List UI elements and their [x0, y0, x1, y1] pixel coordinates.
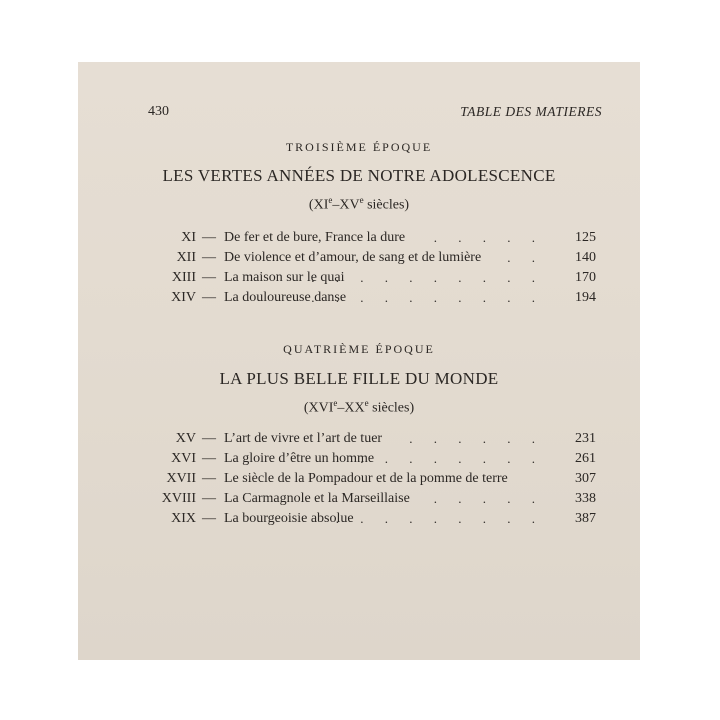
chapter-page: 140 — [575, 250, 596, 265]
leader-dots: . . . . . — [433, 491, 544, 506]
chapter-page: 231 — [575, 431, 596, 446]
chapter-title: La bourgeoisie absolue — [224, 511, 354, 526]
chapter-numeral: XVI — [171, 451, 196, 466]
chapter-numeral: XVIII — [161, 491, 196, 506]
toc-entry[interactable] — [78, 469, 640, 489]
part-label: QUATRIÈME ÉPOQUE — [283, 342, 435, 356]
chapter-page: 194 — [575, 290, 596, 305]
chapter-title: La gloire d’être un homme — [224, 451, 375, 466]
chapter-page: 125 — [575, 230, 596, 245]
toc-entry[interactable] — [78, 509, 640, 529]
chapter-numeral: XIX — [171, 511, 196, 526]
leader-dots: . . — [507, 250, 544, 265]
page-header — [78, 104, 640, 122]
page-number: 430 — [148, 104, 169, 119]
entry-dash: — — [202, 511, 216, 526]
running-title: TABLE DES MATIERES — [460, 104, 602, 119]
entry-dash: — — [202, 491, 216, 506]
entry-dash: — — [202, 270, 216, 285]
entry-dash: — — [202, 250, 216, 265]
toc-entries — [78, 228, 640, 308]
chapter-title: De fer et de bure, France la dure — [224, 230, 406, 245]
leader-dots: . . . . . . — [409, 431, 544, 446]
leader-dots: . . . . . . . . . . — [311, 290, 544, 305]
chapter-title: La Carmagnole et la Marseillaise — [224, 491, 410, 506]
entry-dash: — — [202, 230, 216, 245]
chapter-page: 387 — [575, 511, 596, 526]
chapter-numeral: XI — [181, 230, 196, 245]
toc-entry[interactable] — [78, 228, 640, 248]
toc-entry[interactable] — [78, 429, 640, 449]
chapter-numeral: XIII — [171, 270, 196, 285]
chapter-page: 307 — [575, 471, 596, 486]
chapter-numeral: XII — [176, 250, 196, 265]
chapter-numeral: XVII — [166, 471, 196, 486]
chapter-title: La douloureuse danse — [224, 290, 347, 305]
book-page — [78, 62, 640, 660]
chapter-title: Le siècle de la Pompadour et de la pomme de terre — [224, 471, 508, 486]
leader-dots: . . . . . . . . . — [335, 511, 544, 526]
chapter-numeral: XV — [175, 431, 196, 446]
toc-entries — [78, 429, 640, 529]
entry-dash: — — [202, 290, 216, 305]
part-title: LA PLUS BELLE FILLE DU MONDE — [219, 369, 499, 388]
leader-dots: . . . . . . . . . . — [311, 270, 544, 285]
toc-entry[interactable] — [78, 268, 640, 288]
part-label: TROISIÈME ÉPOQUE — [285, 140, 433, 154]
chapter-page: 338 — [575, 491, 596, 506]
part-subtitle: (XVIe–XXe siècles) — [303, 398, 415, 416]
chapter-title: L’art de vivre et l’art de tuer — [224, 431, 383, 446]
chapter-numeral: XIV — [171, 290, 196, 305]
chapter-page: 261 — [575, 451, 596, 466]
chapter-title: La maison sur le quai — [224, 270, 345, 285]
entry-dash: — — [202, 451, 216, 466]
chapter-title: De violence et d’amour, de sang et de lumière — [224, 250, 482, 265]
leader-dots: . . . . . — [433, 230, 544, 245]
toc-entry[interactable] — [78, 489, 640, 509]
toc-entry[interactable] — [78, 248, 640, 268]
entry-dash: — — [202, 431, 216, 446]
entry-dash: — — [202, 471, 216, 486]
chapter-page: 170 — [575, 270, 596, 285]
toc-entry[interactable] — [78, 288, 640, 308]
part-title: LES VERTES ANNÉES DE NOTRE ADOLESCENCE — [162, 166, 556, 185]
part-subtitle: (XIe–XVe siècles) — [308, 195, 410, 213]
leader-dots: . . . . . . . . — [360, 451, 544, 466]
toc-entry[interactable] — [78, 449, 640, 469]
